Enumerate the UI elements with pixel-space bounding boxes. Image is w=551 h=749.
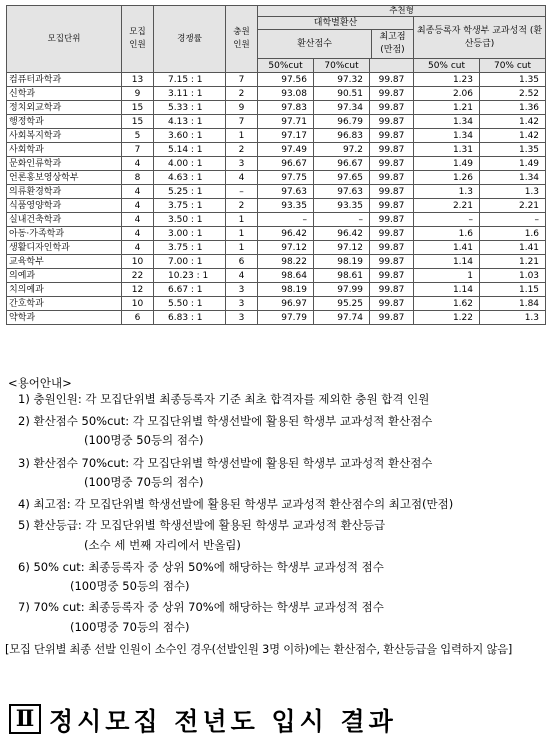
note-item-7: 7) 70% cut: 최종등록자 중 상위 70%에 해당하는 학생부 교과성적 점수 xyxy=(18,600,384,614)
cell-cut50: 97.56 xyxy=(258,73,314,87)
cell-max-score: 99.87 xyxy=(370,157,414,171)
cell-additional: 2 xyxy=(226,199,258,213)
cell-grade70: 1.42 xyxy=(480,115,546,129)
header-conversion-group: 대학별환산 xyxy=(258,17,413,30)
cell-grade70: 1.3 xyxy=(480,311,546,325)
table-row xyxy=(7,213,546,227)
cell-grade50: 1.6 xyxy=(414,227,480,241)
header-unit: 모집단위 xyxy=(7,6,122,73)
note-item-6-sub: (100명중 50등의 점수) xyxy=(70,579,190,593)
cell-grade50: 1.23 xyxy=(414,73,480,87)
cell-grade70: – xyxy=(480,213,546,227)
cell-additional: 3 xyxy=(226,283,258,297)
cell-grade70: 1.21 xyxy=(480,255,546,269)
cell-unit: 의류환경학과 xyxy=(7,185,122,199)
cell-recruit: 4 xyxy=(122,157,154,171)
note-item-6: 6) 50% cut: 최종등록자 중 상위 50%에 해당하는 학생부 교과성적 점수 xyxy=(18,560,384,574)
cell-unit: 문화인류학과 xyxy=(7,157,122,171)
note-item-5-sub: (소수 세 번째 자리에서 반올림) xyxy=(84,538,241,552)
cell-additional: 9 xyxy=(226,101,258,115)
header-final-group: 최종등록자 학생부 교과성적 (환산등급) xyxy=(414,17,546,59)
cell-additional: 1 xyxy=(226,241,258,255)
cell-grade50: 1.41 xyxy=(414,241,480,255)
cell-cut70: 97.65 xyxy=(314,171,370,185)
cell-unit: 컴퓨터과학과 xyxy=(7,73,122,87)
cell-grade50: 1.31 xyxy=(414,143,480,157)
cell-max-score: 99.87 xyxy=(370,143,414,157)
cell-max-score: 99.87 xyxy=(370,311,414,325)
header-conversion-block xyxy=(258,17,414,59)
cell-additional: 3 xyxy=(226,157,258,171)
cell-recruit: 4 xyxy=(122,199,154,213)
cell-cut50: 97.71 xyxy=(258,115,314,129)
cell-cut70: 96.42 xyxy=(314,227,370,241)
cell-max-score: 99.87 xyxy=(370,297,414,311)
cell-cut70: 97.74 xyxy=(314,311,370,325)
cell-cut70: 93.35 xyxy=(314,199,370,213)
cell-max-score: 99.87 xyxy=(370,87,414,101)
cell-cut70: 97.99 xyxy=(314,283,370,297)
cell-grade50: 1.22 xyxy=(414,311,480,325)
cell-unit: 언론홍보영상학부 xyxy=(7,171,122,185)
cell-grade50: 1 xyxy=(414,269,480,283)
cell-recruit: 7 xyxy=(122,143,154,157)
header-conversion-score: 환산점수 xyxy=(258,30,372,58)
cell-grade50: 1.21 xyxy=(414,101,480,115)
footnote: [모집 단위별 최종 선발 인원이 소수인 경우(선발인원 3명 이하)에는 환산점수, 환산등급을 입력하지 않음] xyxy=(5,643,513,656)
cell-grade70: 1.34 xyxy=(480,171,546,185)
cell-competition: 10.23 : 1 xyxy=(154,269,226,283)
cell-grade50: 2.21 xyxy=(414,199,480,213)
cell-recruit: 13 xyxy=(122,73,154,87)
cell-competition: 4.00 : 1 xyxy=(154,157,226,171)
cell-additional: 3 xyxy=(226,297,258,311)
cell-max-score: 99.87 xyxy=(370,115,414,129)
cell-grade70: 1.42 xyxy=(480,129,546,143)
cell-max-score: 99.87 xyxy=(370,185,414,199)
cell-grade70: 1.36 xyxy=(480,101,546,115)
cell-competition: 3.60 : 1 xyxy=(154,129,226,143)
header-recruit: 모집 인원 xyxy=(122,6,154,73)
cell-grade70: 1.35 xyxy=(480,143,546,157)
cell-additional: 1 xyxy=(226,129,258,143)
cell-recruit: 10 xyxy=(122,297,154,311)
cell-max-score: 99.87 xyxy=(370,171,414,185)
cell-additional: 1 xyxy=(226,213,258,227)
cell-max-score: 99.87 xyxy=(370,213,414,227)
cell-max-score: 99.87 xyxy=(370,199,414,213)
cell-grade70: 1.3 xyxy=(480,185,546,199)
table-row xyxy=(7,227,546,241)
cell-cut50: 97.63 xyxy=(258,185,314,199)
cell-recruit: 4 xyxy=(122,227,154,241)
note-item-3: 3) 환산점수 70%cut: 각 모집단위별 학생선발에 활용된 학생부 교과성적 환산점수 xyxy=(18,456,433,470)
note-item-5: 5) 환산등급: 각 모집단위별 학생선발에 활용된 학생부 교과성적 환산등급 xyxy=(18,518,386,532)
cell-additional: 4 xyxy=(226,171,258,185)
section-title: 정시모집 전년도 입시 결과 xyxy=(49,707,397,736)
cell-cut70: – xyxy=(314,213,370,227)
table-row xyxy=(7,241,546,255)
cell-competition: 5.25 : 1 xyxy=(154,185,226,199)
cell-unit: 정치외교학과 xyxy=(7,101,122,115)
cell-unit: 교육학부 xyxy=(7,255,122,269)
table-row xyxy=(7,157,546,171)
header-additional: 충원 인원 xyxy=(226,6,258,73)
cell-grade50: 1.62 xyxy=(414,297,480,311)
cell-grade70: 2.21 xyxy=(480,199,546,213)
header-cut50b: 50% cut xyxy=(414,59,480,73)
cell-recruit: 12 xyxy=(122,283,154,297)
table-row xyxy=(7,87,546,101)
cell-recruit: 4 xyxy=(122,213,154,227)
cell-max-score: 99.87 xyxy=(370,101,414,115)
cell-additional: 4 xyxy=(226,269,258,283)
cell-unit: 의예과 xyxy=(7,269,122,283)
cell-max-score: 99.87 xyxy=(370,255,414,269)
table-row xyxy=(7,101,546,115)
cell-recruit: 15 xyxy=(122,101,154,115)
cell-cut70: 97.2 xyxy=(314,143,370,157)
cell-cut50: 97.79 xyxy=(258,311,314,325)
cell-max-score: 99.87 xyxy=(370,283,414,297)
cell-additional: – xyxy=(226,185,258,199)
cell-grade50: 1.49 xyxy=(414,157,480,171)
cell-grade70: 2.52 xyxy=(480,87,546,101)
note-item-3-sub: (100명중 70등의 점수) xyxy=(84,475,204,489)
cell-competition: 5.50 : 1 xyxy=(154,297,226,311)
cell-unit: 식품영양학과 xyxy=(7,199,122,213)
cell-cut70: 97.32 xyxy=(314,73,370,87)
cell-max-score: 99.87 xyxy=(370,73,414,87)
cell-grade70: 1.49 xyxy=(480,157,546,171)
cell-additional: 3 xyxy=(226,311,258,325)
cell-max-score: 99.87 xyxy=(370,241,414,255)
cell-competition: 4.63 : 1 xyxy=(154,171,226,185)
cell-grade70: 1.03 xyxy=(480,269,546,283)
cell-unit: 사회복지학과 xyxy=(7,129,122,143)
cell-grade70: 1.84 xyxy=(480,297,546,311)
cell-competition: 3.50 : 1 xyxy=(154,213,226,227)
cell-additional: 2 xyxy=(226,87,258,101)
section-number: Ⅱ xyxy=(9,704,41,734)
cell-unit: 간호학과 xyxy=(7,297,122,311)
table-row xyxy=(7,185,546,199)
header-cut70b: 70% cut xyxy=(480,59,546,73)
cell-recruit: 9 xyxy=(122,87,154,101)
cell-recruit: 15 xyxy=(122,115,154,129)
table-row xyxy=(7,283,546,297)
header-competition: 경쟁률 xyxy=(154,6,226,73)
table-row xyxy=(7,269,546,283)
cell-cut70: 95.25 xyxy=(314,297,370,311)
cell-competition: 5.14 : 1 xyxy=(154,143,226,157)
cell-cut70: 97.12 xyxy=(314,241,370,255)
cell-max-score: 99.87 xyxy=(370,227,414,241)
cell-cut50: 97.75 xyxy=(258,171,314,185)
cell-cut70: 98.61 xyxy=(314,269,370,283)
cell-cut50: 96.42 xyxy=(258,227,314,241)
table-row xyxy=(7,171,546,185)
terms-title: <용어안내> xyxy=(8,376,72,390)
note-item-2: 2) 환산점수 50%cut: 각 모집단위별 학생선발에 활용된 학생부 교과성적 환산점수 xyxy=(18,414,433,428)
table-row xyxy=(7,143,546,157)
cell-competition: 4.13 : 1 xyxy=(154,115,226,129)
header-cut50: 50%cut xyxy=(258,59,314,73)
note-item-4: 4) 최고점: 각 모집단위별 학생선발에 활용된 학생부 교과성적 환산점수의 최고점(만점) xyxy=(18,497,454,511)
cell-grade50: 1.34 xyxy=(414,115,480,129)
table-row xyxy=(7,129,546,143)
admission-results-table xyxy=(6,5,546,325)
cell-competition: 3.75 : 1 xyxy=(154,199,226,213)
header-recommendation: 추천형 xyxy=(258,6,546,17)
table-row xyxy=(7,199,546,213)
cell-cut50: 97.83 xyxy=(258,101,314,115)
table-row xyxy=(7,255,546,269)
cell-recruit: 4 xyxy=(122,185,154,199)
table-row xyxy=(7,115,546,129)
cell-competition: 6.83 : 1 xyxy=(154,311,226,325)
cell-competition: 3.75 : 1 xyxy=(154,241,226,255)
cell-unit: 치의예과 xyxy=(7,283,122,297)
cell-cut50: 93.35 xyxy=(258,199,314,213)
cell-cut70: 97.34 xyxy=(314,101,370,115)
cell-cut70: 97.63 xyxy=(314,185,370,199)
cell-grade50: 1.3 xyxy=(414,185,480,199)
cell-grade50: – xyxy=(414,213,480,227)
table-row xyxy=(7,297,546,311)
cell-cut50: 98.22 xyxy=(258,255,314,269)
cell-additional: 2 xyxy=(226,143,258,157)
cell-grade50: 1.34 xyxy=(414,129,480,143)
cell-grade70: 1.6 xyxy=(480,227,546,241)
cell-grade50: 1.14 xyxy=(414,255,480,269)
header-max-blank xyxy=(370,59,414,73)
cell-recruit: 5 xyxy=(122,129,154,143)
cell-cut70: 90.51 xyxy=(314,87,370,101)
cell-unit: 실내건축학과 xyxy=(7,213,122,227)
cell-additional: 7 xyxy=(226,115,258,129)
cell-cut50: 97.49 xyxy=(258,143,314,157)
cell-recruit: 22 xyxy=(122,269,154,283)
cell-competition: 7.00 : 1 xyxy=(154,255,226,269)
cell-cut50: 97.17 xyxy=(258,129,314,143)
cell-cut50: 98.64 xyxy=(258,269,314,283)
cell-grade70: 1.35 xyxy=(480,73,546,87)
cell-unit: 아동·가족학과 xyxy=(7,227,122,241)
cell-cut70: 96.83 xyxy=(314,129,370,143)
note-item-7-sub: (100명중 70등의 점수) xyxy=(70,620,190,634)
cell-competition: 6.67 : 1 xyxy=(154,283,226,297)
cell-cut50: 96.97 xyxy=(258,297,314,311)
table-row xyxy=(7,73,546,87)
cell-cut50: 98.19 xyxy=(258,283,314,297)
cell-competition: 3.11 : 1 xyxy=(154,87,226,101)
header-max-score: 최고점 (만점) xyxy=(379,32,406,55)
cell-unit: 생활디자인학과 xyxy=(7,241,122,255)
cell-additional: 1 xyxy=(226,227,258,241)
cell-unit: 신학과 xyxy=(7,87,122,101)
cell-recruit: 10 xyxy=(122,255,154,269)
cell-unit: 약학과 xyxy=(7,311,122,325)
cell-max-score: 99.87 xyxy=(370,269,414,283)
cell-competition: 3.00 : 1 xyxy=(154,227,226,241)
cell-cut50: 93.08 xyxy=(258,87,314,101)
cell-recruit: 4 xyxy=(122,241,154,255)
cell-grade70: 1.41 xyxy=(480,241,546,255)
cell-unit: 행정학과 xyxy=(7,115,122,129)
cell-competition: 7.15 : 1 xyxy=(154,73,226,87)
cell-competition: 5.33 : 1 xyxy=(154,101,226,115)
cell-grade50: 1.14 xyxy=(414,283,480,297)
cell-max-score: 99.87 xyxy=(370,129,414,143)
cell-cut70: 98.19 xyxy=(314,255,370,269)
cell-additional: 7 xyxy=(226,73,258,87)
cell-grade50: 1.26 xyxy=(414,171,480,185)
table-row xyxy=(7,311,546,325)
cell-unit: 사회학과 xyxy=(7,143,122,157)
cell-cut50: – xyxy=(258,213,314,227)
cell-recruit: 6 xyxy=(122,311,154,325)
cell-grade50: 2.06 xyxy=(414,87,480,101)
cell-grade70: 1.15 xyxy=(480,283,546,297)
note-item-2-sub: (100명중 50등의 점수) xyxy=(84,433,204,447)
cell-cut50: 96.67 xyxy=(258,157,314,171)
cell-recruit: 8 xyxy=(122,171,154,185)
note-item-1: 1) 충원인원: 각 모집단위별 최종등록자 기준 최초 합격자를 제외한 충원 합격 인원 xyxy=(18,392,430,406)
cell-additional: 6 xyxy=(226,255,258,269)
cell-cut70: 96.67 xyxy=(314,157,370,171)
header-cut70: 70%cut xyxy=(314,59,370,73)
cell-cut70: 96.79 xyxy=(314,115,370,129)
cell-cut50: 97.12 xyxy=(258,241,314,255)
